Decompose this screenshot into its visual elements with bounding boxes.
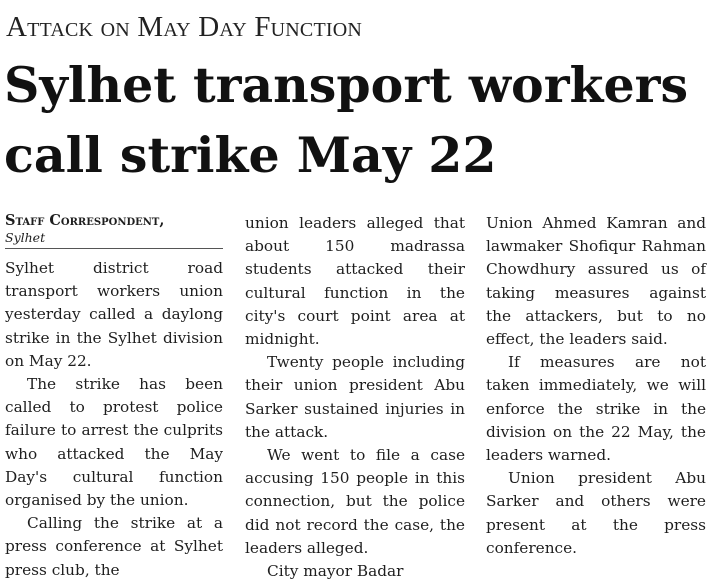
paragraph: City mayor Badar: [267, 562, 404, 581]
headline-line-2: call strike May 22: [4, 126, 497, 184]
article-kicker: Attack on May Day Function: [6, 11, 363, 43]
article-column-3: [486, 212, 706, 560]
article-column-2: [245, 212, 465, 583]
paragraph: The strike has been called to protest police failure to arrest the culprits who attacked the May Day's cultural function organised by the union.: [5, 375, 223, 510]
paragraph: union leaders alleged that about 150 madrassa students attacked their cultural function in the city's court point area at midnight.: [245, 214, 465, 349]
paragraph: Calling the strike at a press conference at Sylhet press club, the: [5, 514, 223, 579]
paragraph: Union president Abu Sarker and others were present at the press conference.: [486, 469, 706, 557]
byline-location: Sylhet: [5, 230, 46, 245]
byline-author: Staff Correspondent,: [5, 212, 165, 229]
article-headline: [4, 50, 710, 190]
paragraph: Sylhet district road transport workers union yesterday called a daylong strike in the Sylhet division on May 22.: [5, 259, 223, 370]
byline: [5, 212, 223, 249]
paragraph: We went to file a case accusing 150 people in this connection, but the police did not record the case, the leaders alleged.: [245, 446, 465, 557]
paragraph: If measures are not taken immediately, we will enforce the strike in the division on the 22 May, the leaders warned.: [486, 353, 706, 465]
article-column-1: [5, 212, 223, 582]
headline-line-1: Sylhet transport workers: [4, 56, 689, 114]
paragraph: Twenty people including their union president Abu Sarker sustained injuries in the attack.: [245, 353, 465, 441]
paragraph: Union Ahmed Kamran and lawmaker Shofiqur Rahman Chowdhury assured us of taking measures against the attackers, but to no effect, the leaders said.: [486, 214, 706, 349]
